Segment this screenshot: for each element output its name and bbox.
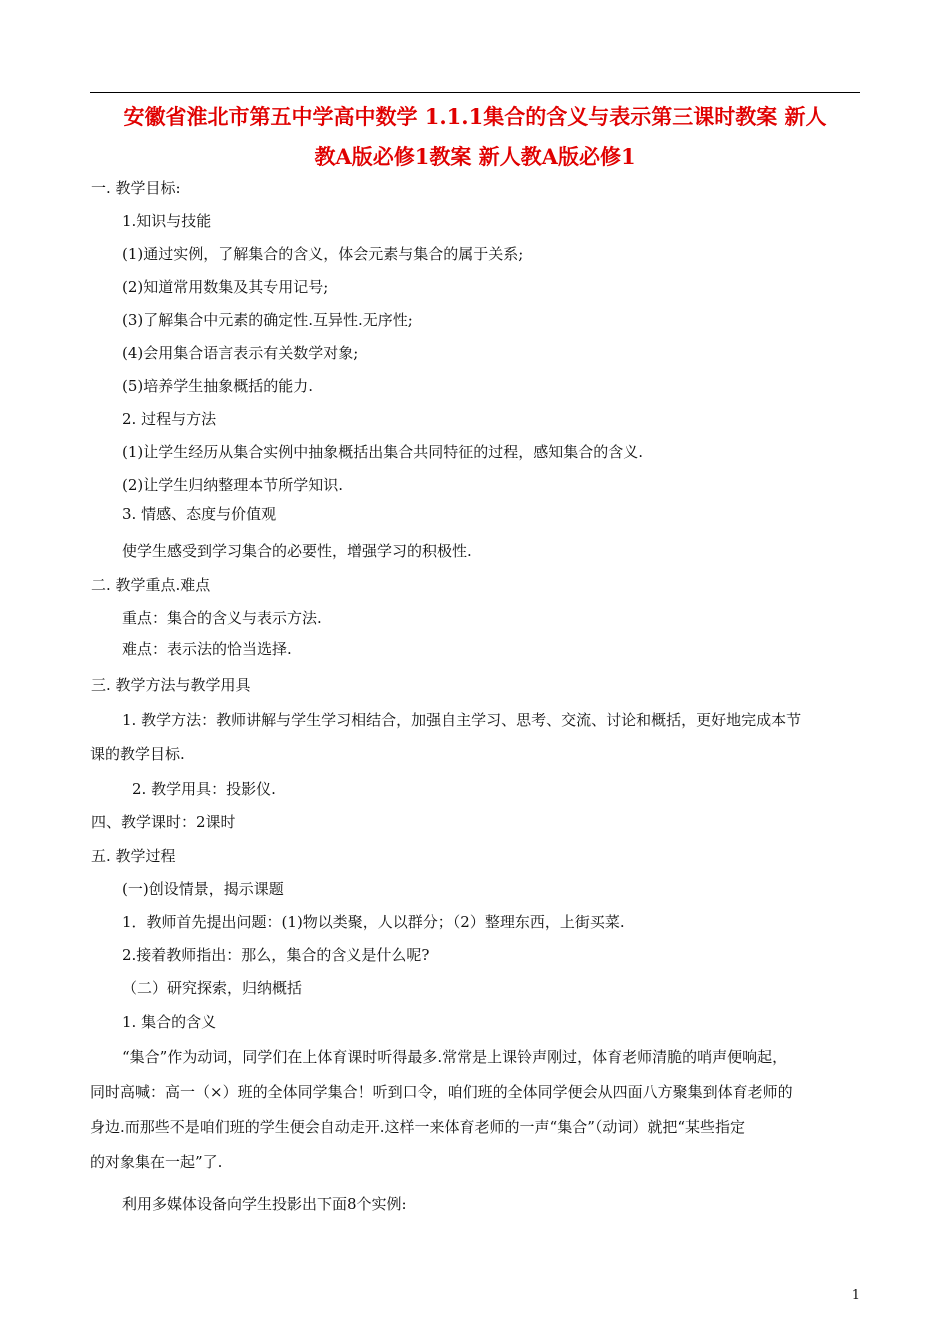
body-line: 使学生感受到学习集合的必要性，增强学习的积极性. (122, 542, 472, 560)
body-line: 2.接着教师指出：那么，集合的含义是什么呢? (122, 946, 430, 964)
subsection-heading: 1.知识与技能 (122, 212, 212, 230)
title-line-1: 安徽省淮北市第五中学高中数学 1.1.1集合的含义与表示第三课时教案 新人 (123, 104, 827, 129)
section-heading: 二. 教学重点.难点 (91, 576, 211, 594)
subsection-heading: 2. 过程与方法 (122, 410, 217, 428)
body-line: 同时高喊：高一（×）班的全体同学集合！听到口令，咱们班的全体同学便会从四面八方聚集到体育老师的 (90, 1083, 793, 1101)
body-line: (2)让学生归纳整理本节所学知识. (122, 476, 344, 494)
page-number: 1 (851, 1288, 860, 1303)
header-rule (90, 92, 860, 93)
body-line: 的对象集在一起”了. (90, 1153, 223, 1171)
body-line: 难点：表示法的恰当选择. (122, 640, 292, 658)
section-heading: 五. 教学过程 (91, 847, 176, 865)
subsection-heading: 3. 情感、态度与价值观 (122, 505, 277, 523)
body-line: (3)了解集合中元素的确定性.互异性.无序性; (122, 311, 413, 329)
document-title (90, 97, 860, 177)
title-line-2: 教A版必修1教案 新人教A版必修1 (314, 144, 636, 169)
body-line: (4)会用集合语言表示有关数学对象; (122, 344, 359, 362)
section-heading: 四、教学课时：2课时 (91, 813, 236, 831)
body-line: (2)知道常用数集及其专用记号; (122, 278, 329, 296)
subsection-heading: （二）研究探索，归纳概括 (122, 979, 303, 997)
body-line: 1. 教学方法：教师讲解与学生学习相结合，加强自主学习、思考、交流、讨论和概括，更好地完成本节 (122, 711, 802, 729)
body-line: (1)通过实例，了解集合的含义，体会元素与集合的属于关系; (122, 245, 524, 263)
subsection-heading: (一)创设情景，揭示课题 (122, 880, 284, 898)
subsection-heading: 1. 集合的含义 (122, 1013, 217, 1031)
body-line: (5)培养学生抽象概括的能力. (122, 377, 314, 395)
body-line: 2. 教学用具：投影仪. (132, 780, 276, 798)
section-heading: 一. 教学目标: (91, 179, 181, 197)
section-heading: 三. 教学方法与教学用具 (91, 676, 251, 694)
body-line: (1)让学生经历从集合实例中抽象概括出集合共同特征的过程，感知集合的含义. (122, 443, 644, 461)
body-line: 利用多媒体设备向学生投影出下面8个实例: (122, 1195, 407, 1213)
body-line: 课的教学目标. (90, 745, 185, 763)
body-line: “集合”作为动词，同学们在上体育课时听得最多.常常是上课铃声刚过，体育老师清脆的哨声便响起， (122, 1048, 788, 1066)
body-line: 身边.而那些不是咱们班的学生便会自动走开.这样一来体育老师的一声“集合”（动词）就把“某些指定 (90, 1118, 746, 1136)
body-line: 1．教师首先提出问题：(1)物以类聚，人以群分；（2）整理东西，上街买菜. (122, 913, 625, 931)
body-line: 重点：集合的含义与表示方法. (122, 609, 322, 627)
